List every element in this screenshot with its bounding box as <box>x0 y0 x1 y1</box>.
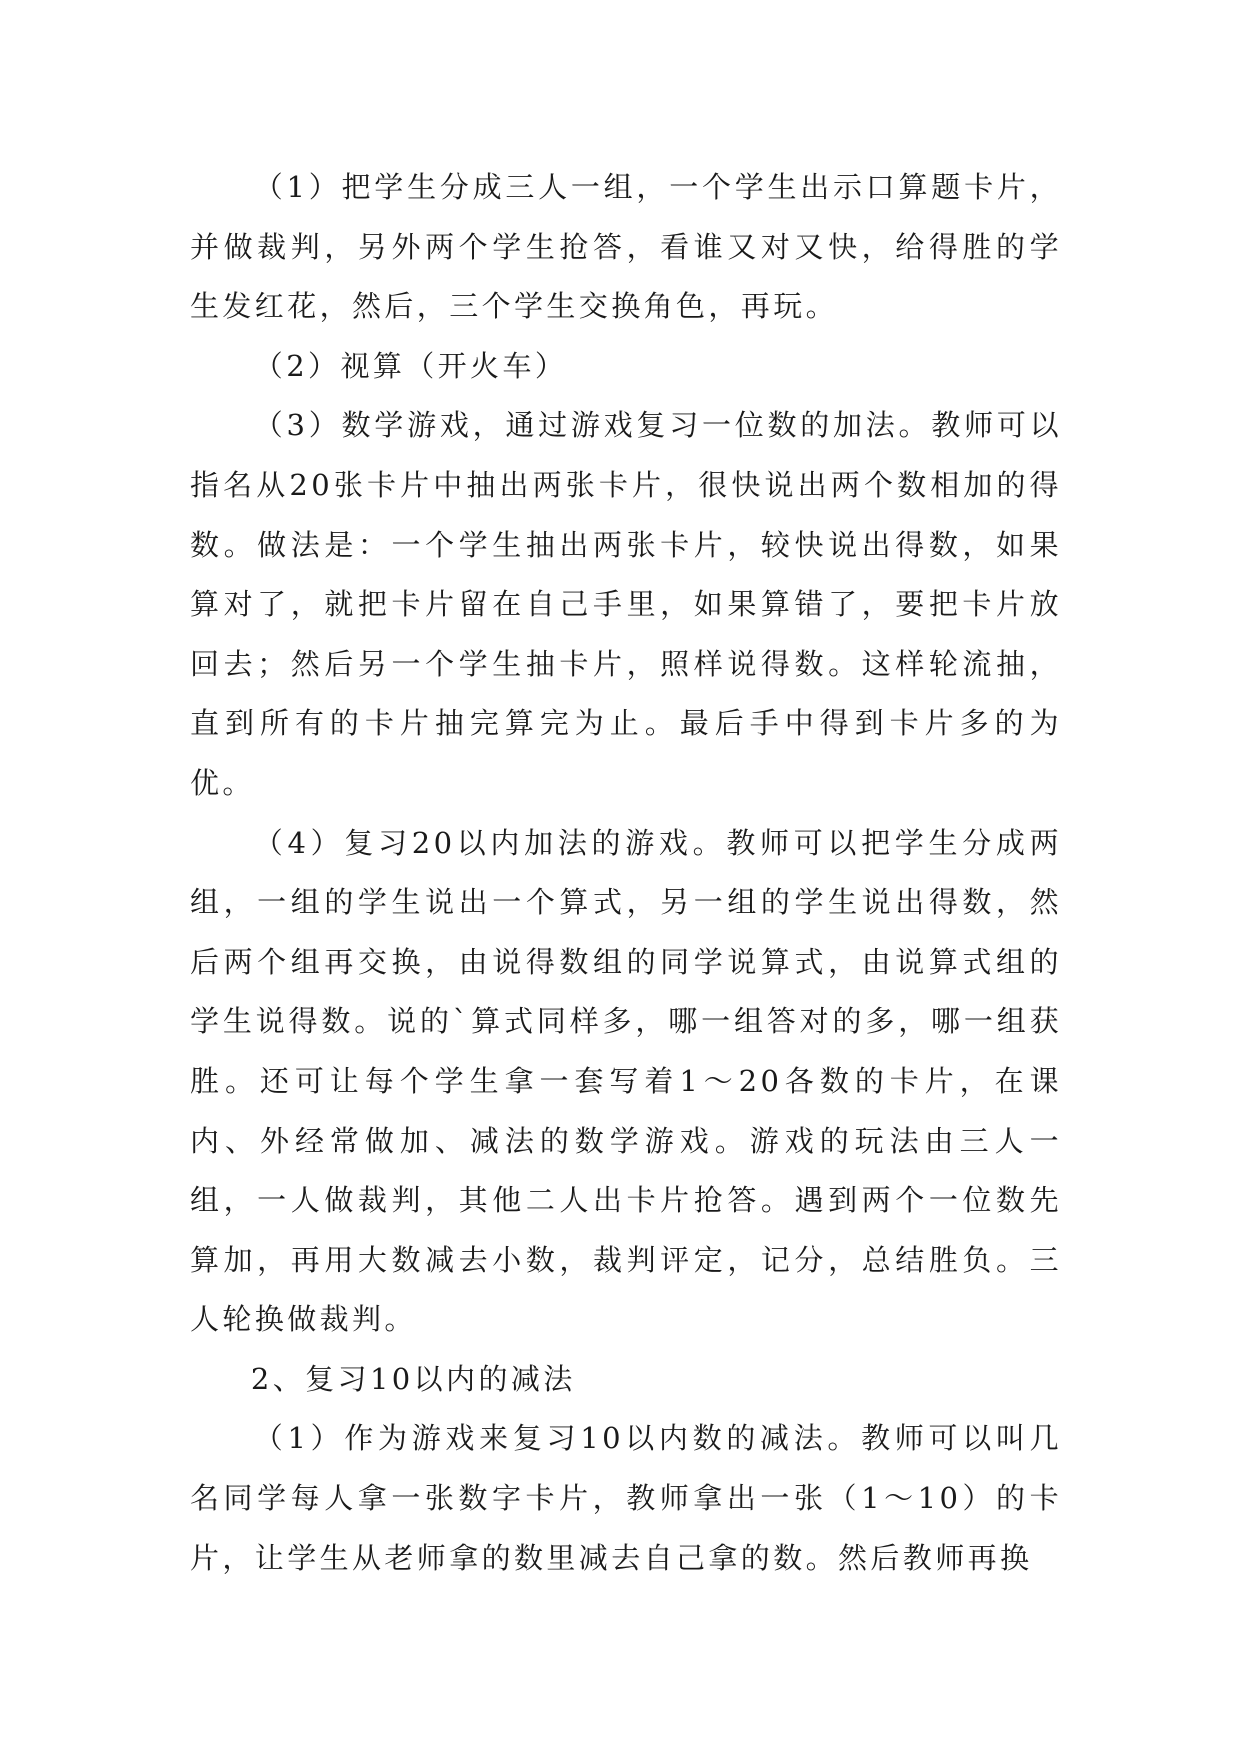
paragraph-train-game: （2）视算（开火车） <box>253 348 568 383</box>
section-heading-subtraction: 2、复习10以内的减法 <box>250 1361 576 1396</box>
paragraph-card-addition-game: （3）数学游戏，通过游戏复习一位数的加法。教师可以指名从20张卡片中抽出两张卡片，很快说出两个数相加的得数。做法是：一个学生抽出两张卡片，较快说出得数，如果算对了，就把卡片留在自己手里，如果算错了，要把卡片放回去；然后另一个学生抽卡片，照样说得数。这样轮流抽，直到所有的卡片抽完算完为止。最后手中得到卡片多的为优。 <box>190 408 1062 800</box>
document-body <box>190 158 1062 1588</box>
paragraph-group-quiz-game: （1）把学生分成三人一组，一个学生出示口算题卡片，并做裁判，另外两个学生抢答，看谁又对又快，给得胜的学生发红花，然后，三个学生交换角色，再玩。 <box>190 170 1062 324</box>
paragraph-subtraction-game: （1）作为游戏来复习10以内数的减法。教师可以叫几名同学每人拿一张数字卡片，教师拿出一张（1～10）的卡片，让学生从老师拿的数里减去自己拿的数。然后教师再换 <box>190 1421 1062 1575</box>
paragraph-addition-within-20-game: （4）复习20以内加法的游戏。教师可以把学生分成两组，一组的学生说出一个算式，另一组的学生说出得数，然后两个组再交换，由说得数组的同学说算式，由说算式组的学生说得数。说的`算式同样多，哪一组答对的多，哪一组获胜。还可让每个学生拿一套写着1～20各数的卡片，在课内、外经常做加、减法的数学游戏。游戏的玩法由三人一组，一人做裁判，其他二人出卡片抢答。遇到两个一位数先算加，再用大数减去小数，裁判评定，记分，总结胜负。三人轮换做裁判。 <box>190 825 1062 1337</box>
